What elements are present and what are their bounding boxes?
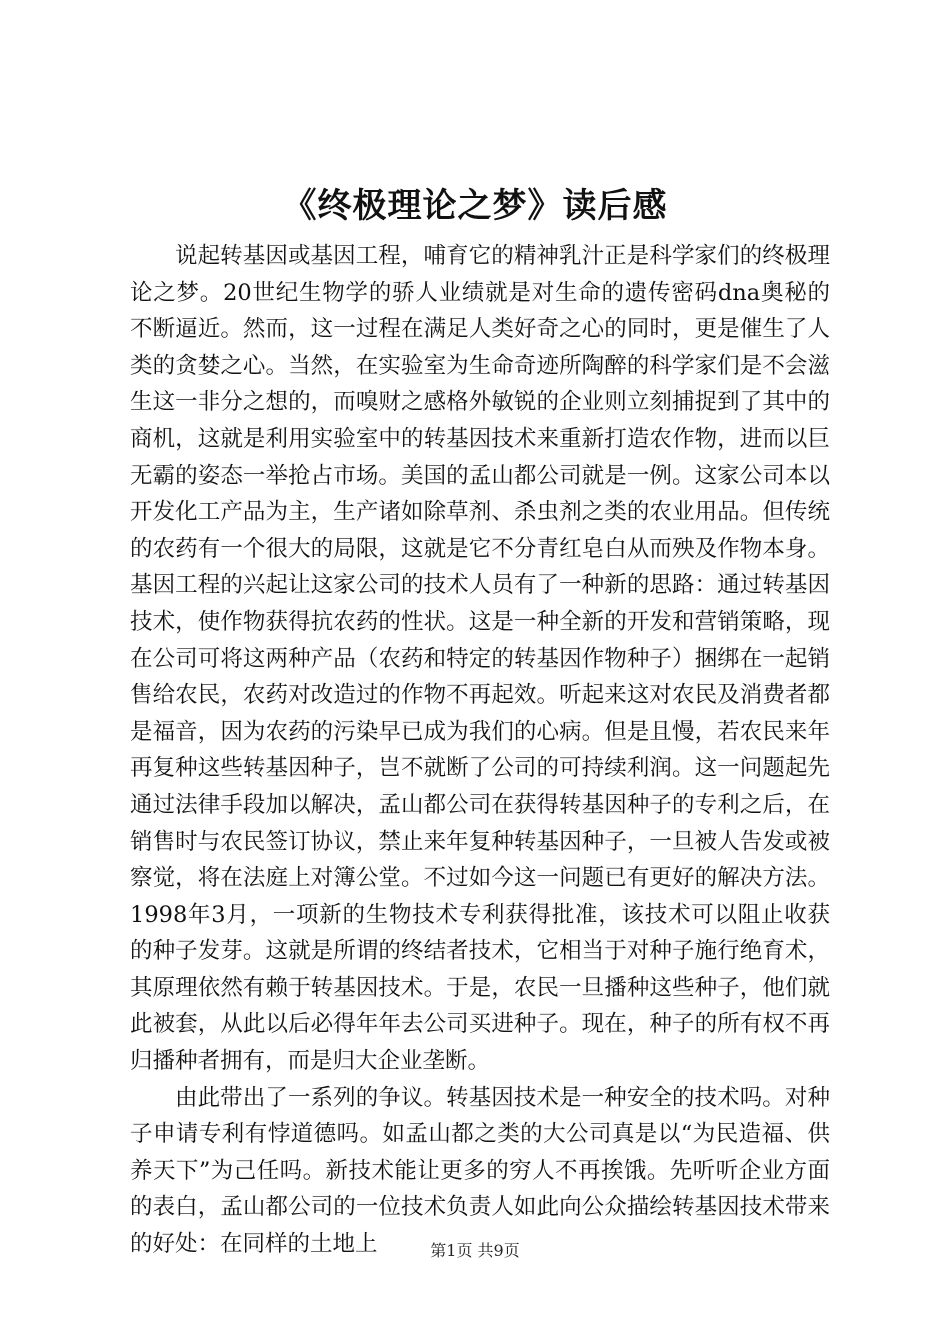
document-body	[130, 238, 830, 1263]
document-title: 《终极理论之梦》读后感	[282, 186, 668, 226]
page-number-footer: 第1页 共9页	[430, 1241, 520, 1260]
body-paragraph-2: 由此带出了一系列的争议。转基因技术是一种安全的技术吗。对种子申请专利有悖道德吗。如孟山都之类的大公司真是以“为民造福、供养天下”为己任吗。新技术能让更多的穷人不再挨饿。先听听企业方面的表白，孟山都公司的一位技术负责人如此向公众描绘转基因技术带来的好处：在同样的土地上	[130, 1084, 830, 1258]
body-paragraph-1: 说起转基因或基因工程，哺育它的精神乳汁正是科学家们的终极理论之梦。20世纪生物学的骄人业绩就是对生命的遗传密码dna奥秘的不断逼近。然而，这一过程在满足人类好奇之心的同时，更是催生了人类的贪婪之心。当然，在实验室为生命奇迹所陶醉的科学家们是不会滋生这一非分之想的，而嗅财之感格外敏锐的企业则立刻捕捉到了其中的商机，这就是利用实验室中的转基因技术来重新打造农作物，进而以巨无霸的姿态一举抢占市场。美国的孟山都公司就是一例。这家公司本以开发化工产品为主，生产诸如除草剂、杀虫剂之类的农业用品。但传统的农药有一个很大的局限，这就是它不分青红皂白从而殃及作物本身。基因工程的兴起让这家公司的技术人员有了一种新的思路：通过转基因技术，使作物获得抗农药的性状。这是一种全新的开发和营销策略，现在公司可将这两种产品（农药和特定的转基因作物种子）捆绑在一起销售给农民，农药对改造过的作物不再起效。听起来这对农民及消费者都是福音，因为农药的污染早已成为我们的心病。但是且慢，若农民来年再复种这些转基因种子，岂不就断了公司的可持续利润。这一问题起先通过法律手段加以解决，孟山都公司在获得转基因种子的专利之后，在销售时与农民签订协议，禁止来年复种转基因种子，一旦被人告发或被察觉，将在法庭上对簿公堂。不过如今这一问题已有更好的解决方法。1998年3月，一项新的生物技术专利获得批准，该技术可以阻止收获的种子发芽。这就是所谓的终结者技术，它相当于对种子施行绝育术，其原理依然有赖于转基因技术。于是，农民一旦播种这些种子，他们就此被套，从此以后必得年年去公司买进种子。现在，种子的所有权不再归播种者拥有，而是归大企业垄断。	[130, 243, 830, 1075]
